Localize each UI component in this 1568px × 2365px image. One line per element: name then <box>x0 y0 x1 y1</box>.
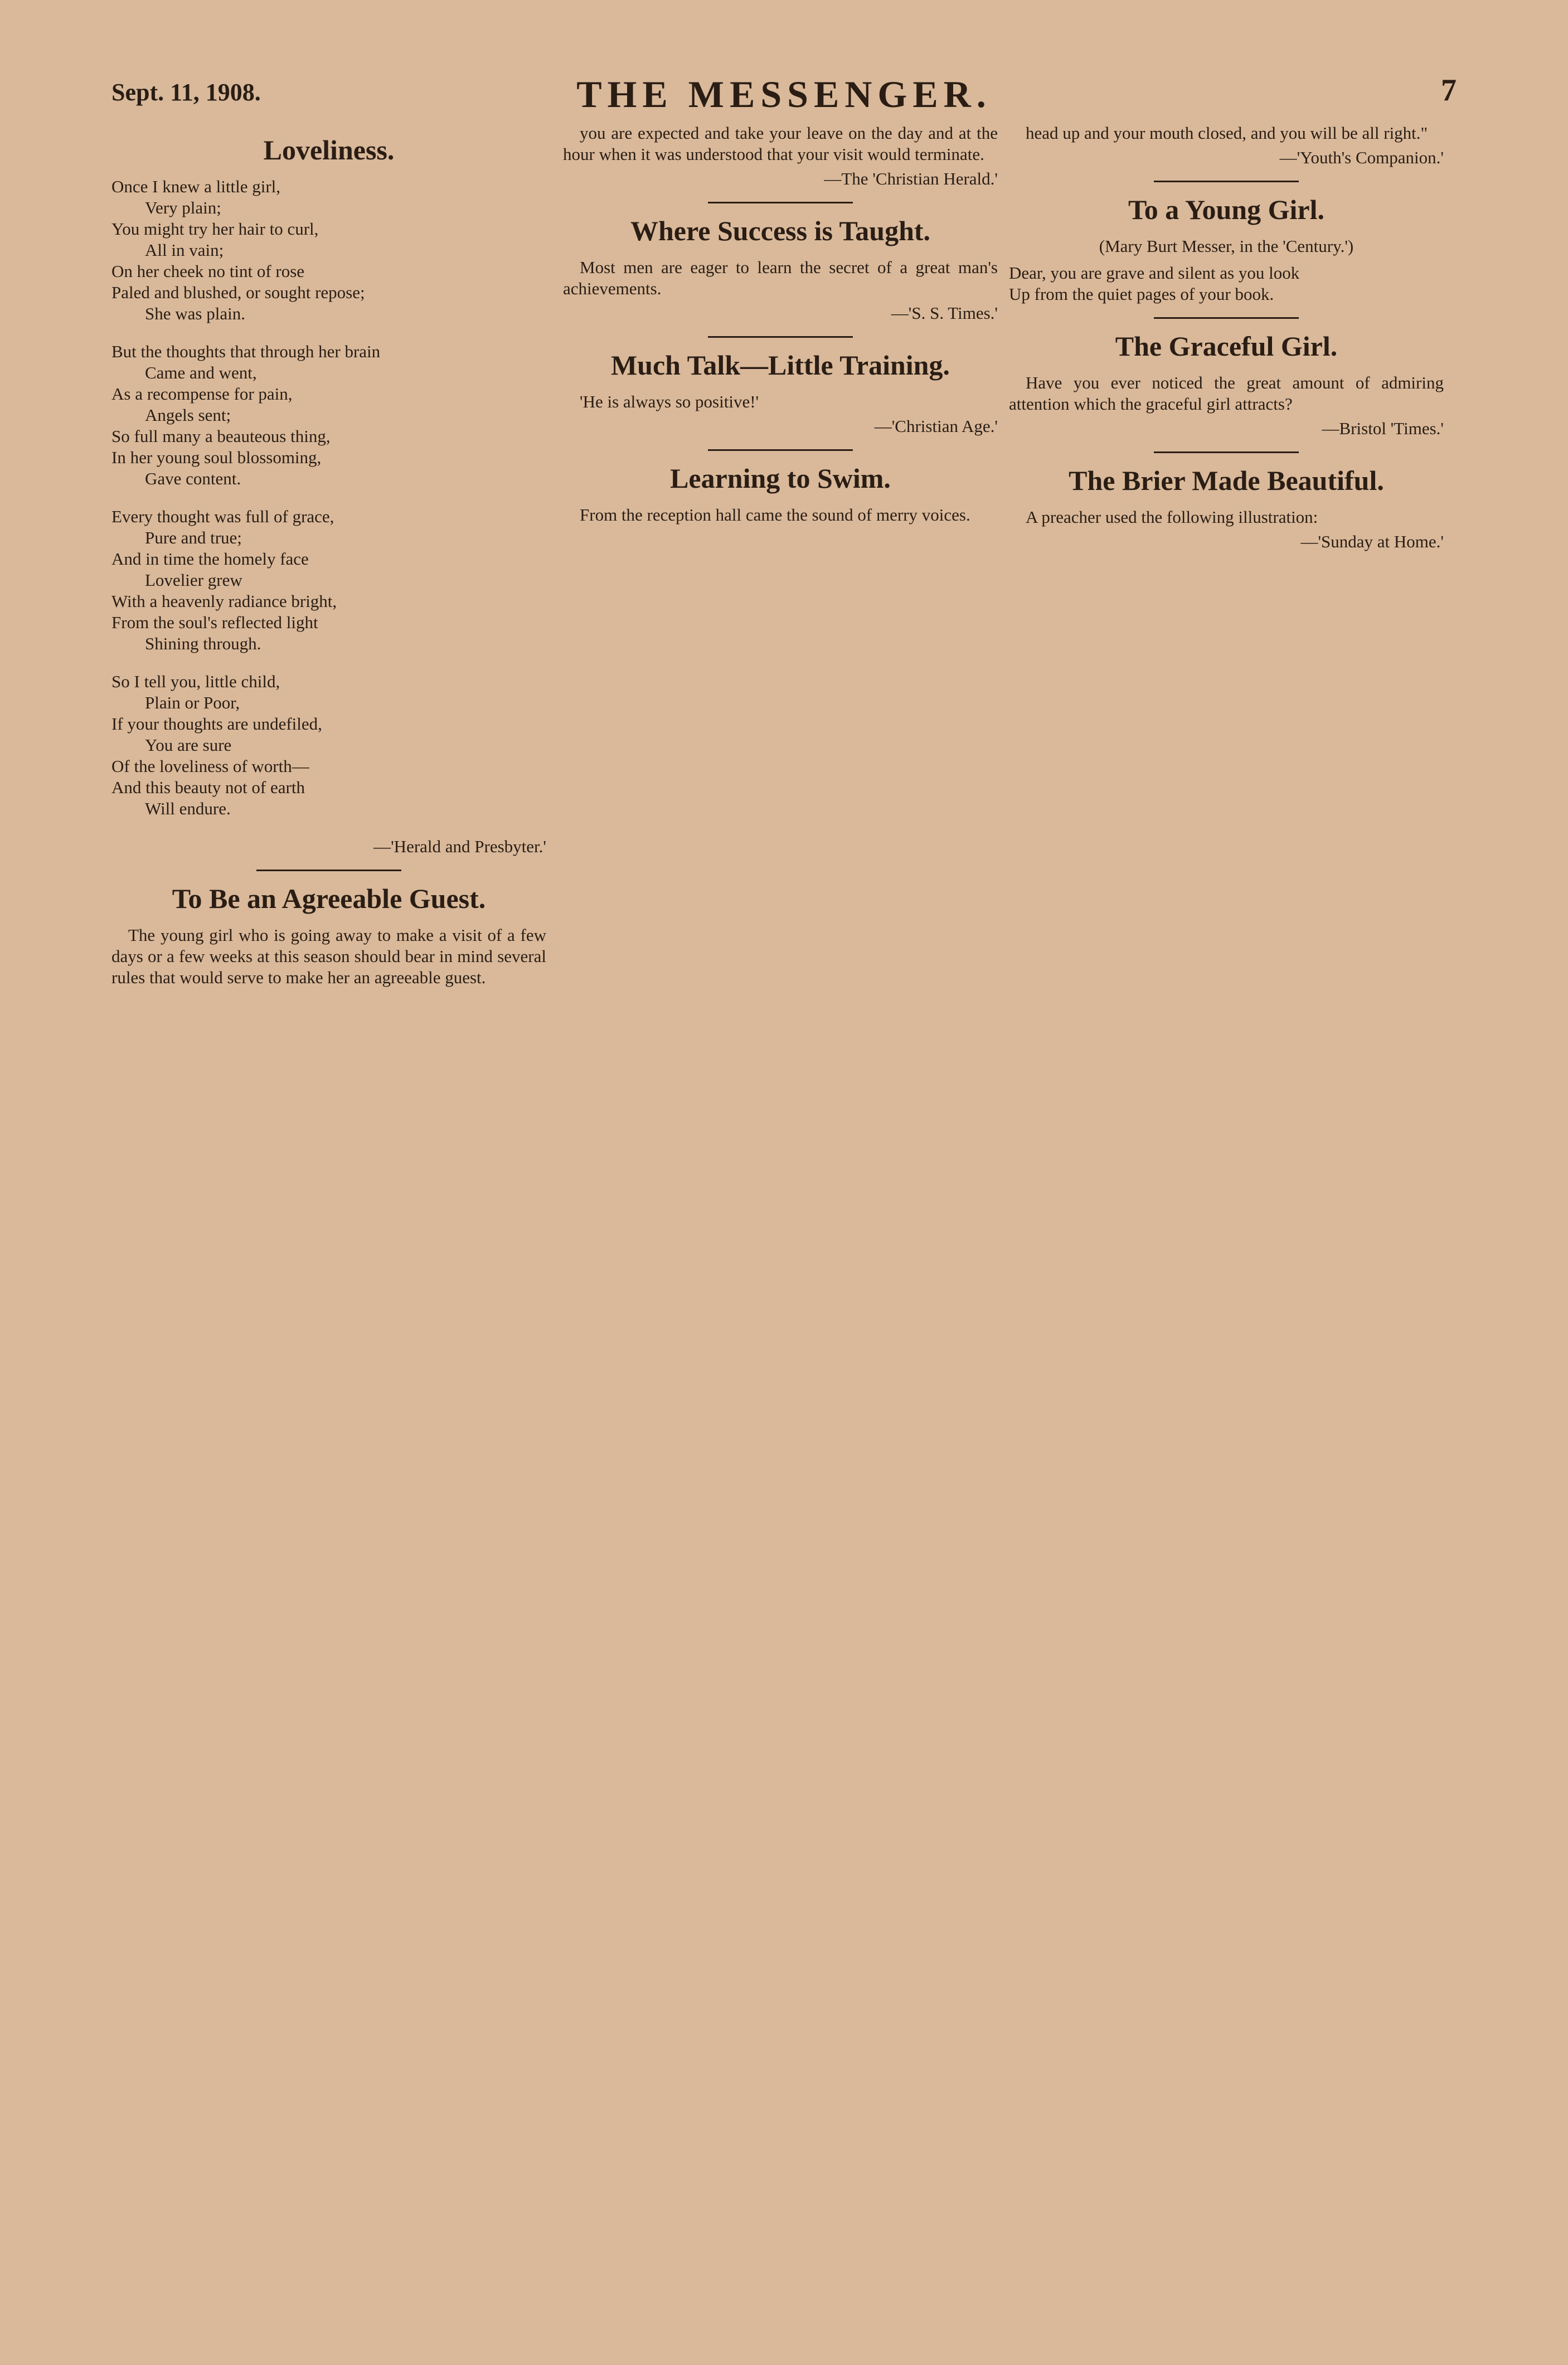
page-number: 7 <box>1441 73 1457 108</box>
paragraph: 'He is always so positive!' <box>580 392 759 411</box>
article-swim-continued <box>1009 123 1444 144</box>
article-title-graceful: The Graceful Girl. <box>1115 331 1338 362</box>
stanza-4 <box>111 671 546 819</box>
poem-line: Plain or Poor, <box>145 693 240 712</box>
poem-line: Will endure. <box>145 799 231 818</box>
poem-line: Gave content. <box>145 469 241 488</box>
poem-line: Every thought was full of grace, <box>111 507 334 526</box>
poem-line: Came and went, <box>145 363 257 382</box>
poem-young-girl <box>1009 263 1444 305</box>
separator <box>256 870 401 871</box>
poem-line: All in vain; <box>145 240 224 260</box>
stanza-3 <box>111 506 546 654</box>
article-credit: —The 'Christian Herald.' <box>824 169 998 188</box>
poem-loveliness <box>111 176 546 819</box>
poem-line: In her young soul blossoming, <box>111 448 322 467</box>
poem-line: Dear, you are grave and silent as you look <box>1009 263 1300 283</box>
poem-line: With a heavenly radiance bright, <box>111 591 337 611</box>
poem-line: As a recompense for pain, <box>111 384 293 404</box>
poem-line: Of the loveliness of worth— <box>111 756 309 776</box>
paragraph: From the reception hall came the sound of merry voices. <box>580 505 970 525</box>
article-success <box>563 257 998 299</box>
paragraph: Most men are eager to learn the secret of a great man's achievements. <box>563 258 998 298</box>
separator <box>1154 317 1299 319</box>
separator <box>1154 451 1299 453</box>
poem-line: But the thoughts that through her brain <box>111 342 381 361</box>
separator <box>1154 181 1299 182</box>
column-1 <box>111 123 546 2231</box>
paragraph: The young girl who is going away to make a visit of a few days or a few weeks at this season should bear in mind several rules that would serve to make her an agreeable guest. <box>111 925 546 987</box>
poem-line: On her cheek no tint of rose <box>111 261 305 281</box>
poem-line: And this beauty not of earth <box>111 778 305 797</box>
stanza-1 <box>111 176 546 324</box>
masthead <box>111 72 1457 117</box>
poem-line: Very plain; <box>145 198 221 217</box>
poem-title-loveliness: Loveliness. <box>263 134 395 166</box>
poem-line: Shining through. <box>145 634 261 653</box>
article-title-success: Where Success is Taught. <box>630 215 931 246</box>
poem-title-young-girl: To a Young Girl. <box>1128 194 1324 225</box>
poem-line: You are sure <box>145 735 232 755</box>
poem-line: Angels sent; <box>145 405 231 425</box>
article-title-much-talk: Much Talk—Little Training. <box>610 349 950 381</box>
column-3 <box>1009 123 1444 2231</box>
article-credit: —'Youth's Companion.' <box>1279 148 1444 167</box>
poem-line: Up from the quiet pages of your book. <box>1009 284 1274 304</box>
article-title-brier: The Brier Made Beautiful. <box>1069 465 1384 496</box>
article-much-talk <box>563 391 998 412</box>
article-credit: —Bristol 'Times.' <box>1322 419 1444 438</box>
poem-line: So full many a beauteous thing, <box>111 426 331 446</box>
poem-line: Lovelier grew <box>145 570 242 590</box>
article-credit: —'Sunday at Home.' <box>1300 532 1444 551</box>
poem-line: And in time the homely face <box>111 549 309 569</box>
article-graceful <box>1009 372 1444 415</box>
poem-line: So I tell you, little child, <box>111 672 280 691</box>
article-swim <box>563 504 998 526</box>
article-credit: —'S. S. Times.' <box>891 303 998 323</box>
paragraph: you are expected and take your leave on the day and at the hour when it was understood that your visit would terminate. <box>563 123 998 164</box>
article-brier <box>1009 507 1444 528</box>
stanza-2 <box>111 341 546 489</box>
poem-byline: (Mary Burt Messer, in the 'Century.') <box>1099 236 1354 256</box>
newspaper-title: THE MESSENGER. <box>576 73 992 115</box>
article-title-guest: To Be an Agreeable Guest. <box>172 883 486 914</box>
article-title-swim: Learning to Swim. <box>670 463 891 494</box>
article-credit: —'Christian Age.' <box>874 416 998 436</box>
poem-line: Pure and true; <box>145 528 242 547</box>
poem-line: She was plain. <box>145 304 245 323</box>
issue-date: Sept. 11, 1908. <box>111 79 261 106</box>
separator <box>708 202 853 203</box>
poem-line: From the soul's reflected light <box>111 613 318 632</box>
column-2 <box>563 123 998 2231</box>
paragraph: A preacher used the following illustration: <box>1026 507 1318 527</box>
poem-line: Once I knew a little girl, <box>111 177 281 196</box>
poem-credit: —'Herald and Presbyter.' <box>373 837 546 856</box>
article-continued <box>563 123 998 165</box>
article-guest <box>111 925 546 988</box>
poem-line: You might try her hair to curl, <box>111 219 319 239</box>
paragraph: head up and your mouth closed, and you will be all right." <box>1026 123 1428 143</box>
poem-line: Paled and blushed, or sought repose; <box>111 283 365 302</box>
poem-line: If your thoughts are undefiled, <box>111 714 322 734</box>
separator <box>708 336 853 338</box>
separator <box>708 449 853 451</box>
paragraph: Have you ever noticed the great amount of admiring attention which the graceful girl attracts? <box>1009 373 1444 414</box>
